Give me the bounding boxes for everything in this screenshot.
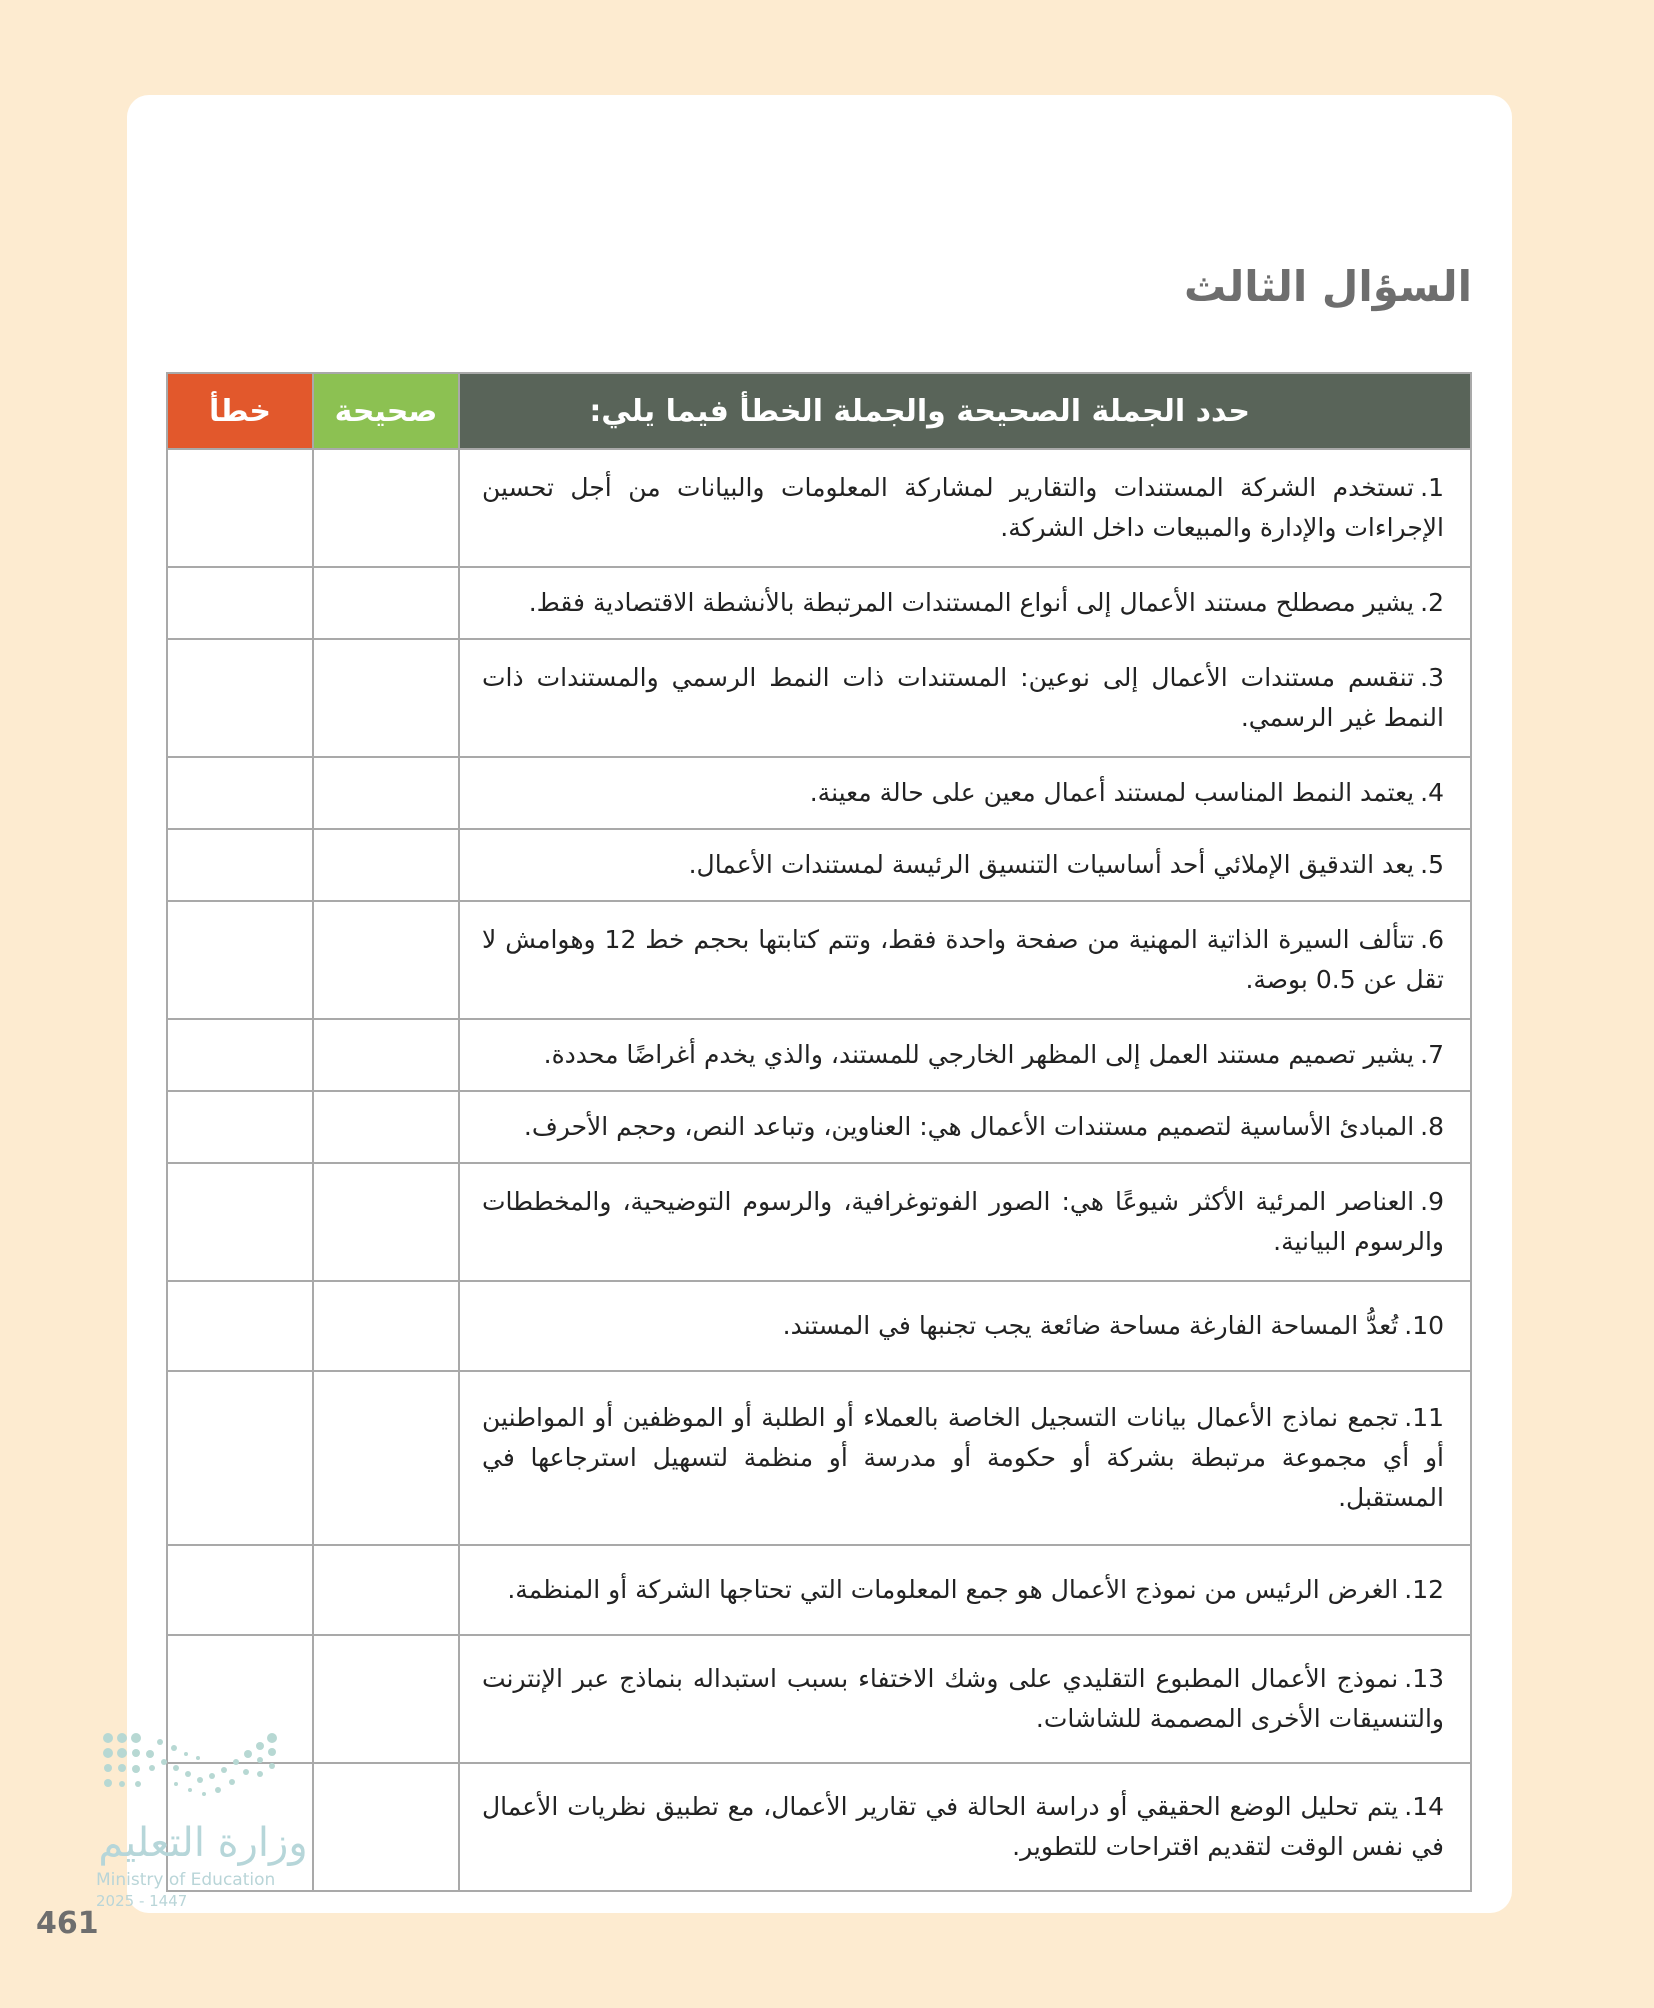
false-answer-cell[interactable] (167, 449, 313, 567)
true-answer-cell[interactable] (313, 1545, 459, 1635)
question-row (167, 757, 1471, 829)
question-cell (459, 1635, 1471, 1763)
true-answer-cell[interactable] (313, 1019, 459, 1091)
question-number: 3. (1420, 663, 1444, 692)
question-text: تجمع نماذج الأعمال بيانات التسجيل الخاصة بالعملاء أو الطلبة أو الموظفين أو المواطنين أو أي مجموعة مرتبطة بشركة أو حكومة أو مدرسة أو منظمة لتسهيل استرجاعها في المستقبل. (482, 1403, 1444, 1512)
false-answer-cell[interactable] (167, 1371, 313, 1545)
question-cell (459, 567, 1471, 639)
false-answer-cell[interactable] (167, 757, 313, 829)
true-answer-cell[interactable] (313, 829, 459, 901)
true-answer-cell[interactable] (313, 639, 459, 757)
false-answer-cell[interactable] (167, 1163, 313, 1281)
question-cell (459, 1545, 1471, 1635)
true-column-header: صحيحة (313, 373, 459, 449)
false-answer-cell[interactable] (167, 1281, 313, 1371)
question-number: 11. (1404, 1403, 1444, 1432)
question-number: 9. (1420, 1187, 1444, 1216)
question-text: نموذج الأعمال المطبوع التقليدي على وشك الاختفاء بسبب استبداله بنماذج عبر الإنترنت والتنسيقات الأخرى المصممة للشاشات. (482, 1664, 1444, 1733)
question-row (167, 1545, 1471, 1635)
question-row (167, 1763, 1471, 1891)
question-row (167, 1163, 1471, 1281)
question-row (167, 901, 1471, 1019)
question-row (167, 1019, 1471, 1091)
question-row (167, 1371, 1471, 1545)
question-row (167, 1635, 1471, 1763)
logo-dots-icon (100, 1728, 280, 1808)
ministry-logo (96, 1728, 316, 1908)
true-answer-cell[interactable] (313, 1163, 459, 1281)
question-number: 8. (1420, 1112, 1444, 1141)
question-cell (459, 829, 1471, 901)
true-answer-cell[interactable] (313, 901, 459, 1019)
question-text: يعد التدقيق الإملائي أحد أساسيات التنسيق الرئيسة لمستندات الأعمال. (688, 850, 1415, 879)
true-false-table (166, 372, 1472, 1892)
question-cell (459, 639, 1471, 757)
true-answer-cell[interactable] (313, 1763, 459, 1891)
question-row (167, 639, 1471, 757)
question-row (167, 449, 1471, 567)
instruction-header: حدد الجملة الصحيحة والجملة الخطأ فيما يلي: (459, 373, 1471, 449)
true-answer-cell[interactable] (313, 1281, 459, 1371)
false-answer-cell[interactable] (167, 639, 313, 757)
question-number: 13. (1404, 1664, 1444, 1693)
false-answer-cell[interactable] (167, 829, 313, 901)
question-number: 4. (1420, 778, 1444, 807)
question-cell (459, 1281, 1471, 1371)
question-number: 7. (1420, 1040, 1444, 1069)
true-answer-cell[interactable] (313, 1635, 459, 1763)
question-cell (459, 1019, 1471, 1091)
question-text: يشير تصميم مستند العمل إلى المظهر الخارجي للمستند، والذي يخدم أغراضًا محددة. (543, 1040, 1415, 1069)
table-header-row (167, 373, 1471, 449)
question-row (167, 1091, 1471, 1163)
question-text: يعتمد النمط المناسب لمستند أعمال معين على حالة معينة. (809, 778, 1415, 807)
question-cell (459, 1091, 1471, 1163)
question-cell (459, 1163, 1471, 1281)
question-text: تُعدُّ المساحة الفارغة مساحة ضائعة يجب تجنبها في المستند. (782, 1311, 1399, 1340)
false-answer-cell[interactable] (167, 1019, 313, 1091)
logo-english-text: Ministry of Education (96, 1870, 276, 1890)
true-answer-cell[interactable] (313, 449, 459, 567)
page-title: السؤال الثالث (1183, 262, 1472, 311)
question-number: 6. (1420, 925, 1444, 954)
false-answer-cell[interactable] (167, 1091, 313, 1163)
true-answer-cell[interactable] (313, 567, 459, 639)
true-answer-cell[interactable] (313, 1091, 459, 1163)
question-row (167, 829, 1471, 901)
question-text: تتألف السيرة الذاتية المهنية من صفحة واحدة فقط، وتتم كتابتها بحجم خط 12 وهوامش لا تقل عن 0.5 بوصة. (482, 925, 1444, 994)
false-answer-cell[interactable] (167, 1545, 313, 1635)
true-answer-cell[interactable] (313, 1371, 459, 1545)
question-row (167, 1281, 1471, 1371)
question-text: الغرض الرئيس من نموذج الأعمال هو جمع المعلومات التي تحتاجها الشركة أو المنظمة. (507, 1575, 1399, 1604)
question-text: تنقسم مستندات الأعمال إلى نوعين: المستندات ذات النمط الرسمي والمستندات ذات النمط غير الرسمي. (482, 663, 1444, 732)
question-cell (459, 757, 1471, 829)
logo-arabic-text: وزارة التعليم (98, 1820, 308, 1866)
page-number: 461 (36, 1906, 99, 1941)
question-number: 1. (1420, 473, 1444, 502)
question-cell (459, 901, 1471, 1019)
question-number: 5. (1420, 850, 1444, 879)
false-column-header: خطأ (167, 373, 313, 449)
question-cell (459, 1371, 1471, 1545)
question-number: 12. (1404, 1575, 1444, 1604)
question-text: العناصر المرئية الأكثر شيوعًا هي: الصور الفوتوغرافية، والرسوم التوضيحية، والمخططات والرسوم البيانية. (482, 1187, 1444, 1256)
question-number: 2. (1420, 588, 1444, 617)
question-text: تستخدم الشركة المستندات والتقارير لمشاركة المعلومات والبيانات من أجل تحسين الإجراءات والإدارة والمبيعات داخل الشركة. (482, 473, 1444, 542)
question-text: يشير مصطلح مستند الأعمال إلى أنواع المستندات المرتبطة بالأنشطة الاقتصادية فقط. (528, 588, 1415, 617)
logo-year-text: 2025 - 1447 (96, 1892, 188, 1910)
question-text: يتم تحليل الوضع الحقيقي أو دراسة الحالة في تقارير الأعمال، مع تطبيق نظريات الأعمال في نفس الوقت لتقديم اقتراحات للتطوير. (482, 1792, 1444, 1861)
question-text: المبادئ الأساسية لتصميم مستندات الأعمال هي: العناوين، وتباعد النص، وحجم الأحرف. (523, 1112, 1415, 1141)
question-cell (459, 449, 1471, 567)
question-number: 10. (1404, 1311, 1444, 1340)
true-answer-cell[interactable] (313, 757, 459, 829)
false-answer-cell[interactable] (167, 901, 313, 1019)
false-answer-cell[interactable] (167, 567, 313, 639)
question-number: 14. (1404, 1792, 1444, 1821)
question-row (167, 567, 1471, 639)
question-cell (459, 1763, 1471, 1891)
